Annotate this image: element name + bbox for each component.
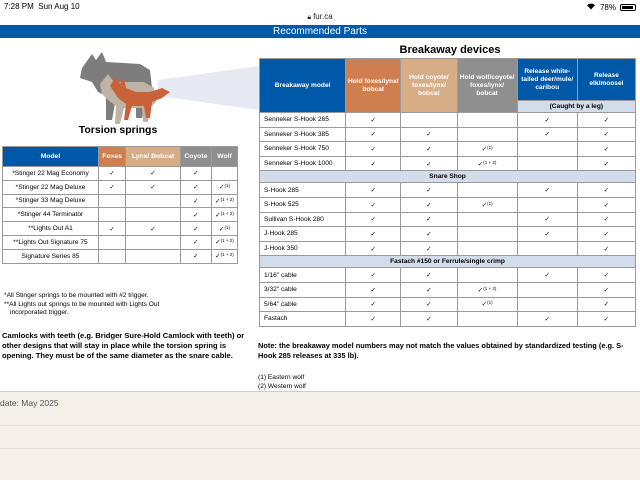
- light-beam: [158, 66, 260, 110]
- section-title: Snare Shop: [260, 171, 636, 183]
- torsion-row: [3, 167, 238, 181]
- check-icon: ✓: [180, 235, 211, 249]
- empty-cell: [517, 142, 577, 157]
- check-icon: ✓: [346, 268, 401, 283]
- check-icon: ✓: [346, 297, 401, 312]
- breakaway-model: 5/64" cable: [260, 297, 346, 312]
- check-icon: ✓: [99, 167, 126, 181]
- empty-cell: [457, 241, 517, 256]
- empty-cell: [211, 167, 237, 181]
- check-icon: ✓: [346, 212, 401, 227]
- wifi-icon: [586, 2, 596, 12]
- check-icon: ✓: [180, 194, 211, 208]
- breakaway-title: Breakaway devices: [399, 44, 501, 56]
- empty-cell: [457, 113, 517, 128]
- torsion-model: *Stinger 33 Mag Deluxe: [3, 194, 99, 208]
- breakaway-model: Senneker S-Hook 385: [260, 127, 346, 142]
- check-icon: ✓: [346, 282, 401, 297]
- check-icon: ✓$^{(1 + 2)}$: [211, 235, 237, 249]
- check-icon: ✓: [577, 227, 635, 242]
- check-icon: ✓: [577, 113, 635, 128]
- check-icon: ✓: [517, 183, 577, 198]
- breakaway-row: [260, 241, 636, 256]
- check-icon: ✓: [401, 183, 457, 198]
- breakaway-row: [260, 127, 636, 142]
- check-icon: ✓$^{(1 + 2)}$: [457, 156, 517, 171]
- check-icon: ✓: [180, 167, 211, 181]
- check-icon: ✓: [180, 249, 211, 263]
- breakaway-table: [259, 58, 636, 327]
- check-icon: ✓: [346, 241, 401, 256]
- col-coyote: Coyote: [180, 147, 211, 167]
- torsion-title: Torsion springs: [78, 124, 158, 136]
- breakaway-row: [260, 268, 636, 283]
- torsion-notes: [4, 292, 244, 318]
- check-icon: ✓$^{(1)}$: [211, 222, 237, 236]
- url-text: fur.ca: [313, 12, 333, 21]
- breakaway-row: [260, 312, 636, 327]
- check-icon: ✓: [517, 227, 577, 242]
- col-release-elk: Release elk/moosel: [577, 59, 635, 101]
- check-icon: ✓: [577, 183, 635, 198]
- breakaway-model: Sullivan S-Hook 280: [260, 212, 346, 227]
- check-icon: ✓: [346, 183, 401, 198]
- check-icon: ✓: [99, 222, 126, 236]
- check-icon: ✓: [577, 156, 635, 171]
- footnote: (1) Eastern wolf: [258, 374, 305, 381]
- breakaway-row: [260, 197, 636, 212]
- page-footer: [0, 391, 640, 480]
- torsion-model: **Lights Out A1: [3, 222, 99, 236]
- breakaway-model: S-Hook 285: [260, 183, 346, 198]
- torsion-note: *All Stinger springs to be mounted with #2 trigger.: [4, 292, 149, 299]
- check-icon: ✓: [577, 197, 635, 212]
- col-hold-wolf: Hold wolf/coyote/ foxes/lynx/ bobcat: [457, 59, 517, 113]
- breakaway-row: [260, 183, 636, 198]
- torsion-row: [3, 194, 238, 208]
- col-hold-coyote: Hold coyote/ foxes/lynx/ bobcat: [401, 59, 457, 113]
- battery-percent: 78%: [599, 2, 616, 12]
- section-header: [260, 256, 636, 268]
- torsion-model: Signature Series 85: [3, 249, 99, 263]
- check-icon: ✓$^{(1 + 2)}$: [211, 194, 237, 208]
- empty-cell: [401, 113, 457, 128]
- check-icon: ✓: [577, 312, 635, 327]
- empty-cell: [517, 282, 577, 297]
- check-icon: ✓: [180, 222, 211, 236]
- empty-cell: [457, 183, 517, 198]
- empty-cell: [517, 156, 577, 171]
- torsion-model: *Stinger 44 Terminator: [3, 208, 99, 222]
- check-icon: ✓: [577, 212, 635, 227]
- check-icon: ✓: [126, 222, 181, 236]
- check-icon: ✓$^{(1)}$: [457, 297, 517, 312]
- breakaway-row: [260, 282, 636, 297]
- check-icon: ✓: [401, 156, 457, 171]
- check-icon: ✓: [401, 312, 457, 327]
- empty-cell: [517, 197, 577, 212]
- torsion-row: [3, 235, 238, 249]
- empty-cell: [99, 235, 126, 249]
- breakaway-model: J-Hook 285: [260, 227, 346, 242]
- breakaway-model: Senneker S-Hook 265: [260, 113, 346, 128]
- check-icon: ✓: [180, 180, 211, 194]
- torsion-model: *Stinger 22 Mag Deluxe: [3, 180, 99, 194]
- empty-cell: [457, 268, 517, 283]
- torsion-note: **All Lights out springs to be mounted with Lights Out: [4, 300, 160, 308]
- wolf-footnotes: [258, 374, 306, 391]
- check-icon: ✓: [577, 282, 635, 297]
- torsion-row: [3, 249, 238, 263]
- col-lynx: Lynx/ Bobcat: [126, 147, 181, 167]
- status-time-date: 7:28 PM Sun Aug 10: [4, 2, 80, 11]
- check-icon: ✓$^{(1)}$: [457, 197, 517, 212]
- check-icon: ✓: [401, 297, 457, 312]
- torsion-table: [2, 146, 238, 264]
- check-icon: ✓: [346, 156, 401, 171]
- breakaway-model: 1/16" cable: [260, 268, 346, 283]
- check-icon: ✓: [577, 241, 635, 256]
- breakaway-row: [260, 156, 636, 171]
- check-icon: ✓: [401, 227, 457, 242]
- empty-cell: [99, 208, 126, 222]
- caught-by-leg: (Caught by a leg): [517, 101, 635, 113]
- empty-cell: [457, 212, 517, 227]
- empty-cell: [457, 227, 517, 242]
- empty-cell: [457, 127, 517, 142]
- col-release-deer: Release white-tailed deer/mule/ caribou: [517, 59, 577, 101]
- breakaway-model: Senneker S-Hook 750: [260, 142, 346, 157]
- url-bar[interactable]: [0, 12, 640, 25]
- check-icon: ✓: [401, 241, 457, 256]
- breakaway-row: [260, 113, 636, 128]
- section-header: [260, 171, 636, 183]
- check-icon: ✓: [346, 142, 401, 157]
- page-header: Recommended Parts: [0, 25, 640, 38]
- empty-cell: [457, 312, 517, 327]
- breakaway-note: Note: the breakaway model numbers may not match the values obtained by standardized testing (e.g. S-Hook 285 releases at 335 lb).: [258, 341, 624, 360]
- empty-cell: [99, 194, 126, 208]
- check-icon: ✓: [517, 113, 577, 128]
- torsion-model: **Lights Out Signature 75: [3, 235, 99, 249]
- col-hold-foxes: Hold foxes/lynx/ bobcat: [346, 59, 401, 113]
- torsion-note: incorporated trigger.: [10, 309, 69, 316]
- check-icon: ✓: [401, 197, 457, 212]
- check-icon: ✓: [517, 127, 577, 142]
- check-icon: ✓: [401, 127, 457, 142]
- empty-cell: [126, 194, 181, 208]
- empty-cell: [517, 241, 577, 256]
- check-icon: ✓$^{(1 + 2)}$: [457, 282, 517, 297]
- check-icon: ✓$^{(1)}$: [457, 142, 517, 157]
- col-foxes: Foxes: [99, 147, 126, 167]
- divider: [0, 448, 640, 449]
- breakaway-row: [260, 142, 636, 157]
- check-icon: ✓: [401, 142, 457, 157]
- check-icon: ✓: [346, 197, 401, 212]
- empty-cell: [517, 297, 577, 312]
- check-icon: ✓: [517, 212, 577, 227]
- empty-cell: [126, 249, 181, 263]
- col-wolf: Wolf: [211, 147, 237, 167]
- camlock-note: Camlocks with teeth (e.g. Bridger Sure-Hold Camlock with teeth) or other designs that will stay in place while the torsion spring is opening. They must be of the same diameter as the snare cable.: [2, 331, 245, 360]
- check-icon: ✓: [346, 227, 401, 242]
- check-icon: ✓: [401, 212, 457, 227]
- check-icon: ✓: [346, 312, 401, 327]
- empty-cell: [126, 235, 181, 249]
- torsion-row: [3, 222, 238, 236]
- check-icon: ✓: [126, 180, 181, 194]
- check-icon: ✓$^{(1 + 2)}$: [211, 249, 237, 263]
- breakaway-model: J-Hook 350: [260, 241, 346, 256]
- section-title: Fastach #150 or Ferrule/single crimp: [260, 256, 636, 268]
- check-icon: ✓: [126, 167, 181, 181]
- breakaway-model: Senneker S-Hook 1000: [260, 156, 346, 171]
- status-right: [586, 2, 636, 12]
- check-icon: ✓: [577, 297, 635, 312]
- torsion-row: [3, 180, 238, 194]
- check-icon: ✓: [346, 113, 401, 128]
- animals-illustration: [70, 48, 260, 128]
- check-icon: ✓: [346, 127, 401, 142]
- check-icon: ✓: [577, 268, 635, 283]
- breakaway-row: [260, 212, 636, 227]
- col-model: Model: [3, 147, 99, 167]
- check-icon: ✓: [577, 127, 635, 142]
- check-icon: ✓: [517, 268, 577, 283]
- divider: [0, 425, 640, 426]
- breakaway-row: [260, 297, 636, 312]
- battery-icon: [620, 4, 636, 11]
- col-breakaway-model: Breakaway model: [260, 59, 346, 113]
- breakaway-model: Fastach: [260, 312, 346, 327]
- footnote: (2) Western wolf: [258, 382, 306, 390]
- check-icon: ✓: [401, 268, 457, 283]
- torsion-row: [3, 208, 238, 222]
- check-icon: ✓: [517, 312, 577, 327]
- check-icon: ✓: [99, 180, 126, 194]
- update-date: date: May 2025: [0, 398, 59, 408]
- empty-cell: [99, 249, 126, 263]
- empty-cell: [126, 208, 181, 222]
- breakaway-model: S-Hook 525: [260, 197, 346, 212]
- check-icon: ✓$^{(1)}$: [211, 180, 237, 194]
- breakaway-model: 3/32" cable: [260, 282, 346, 297]
- torsion-model: *Stinger 22 Mag Economy: [3, 167, 99, 181]
- breakaway-row: [260, 227, 636, 242]
- check-icon: ✓$^{(1 + 2)}$: [211, 208, 237, 222]
- check-icon: ✓: [180, 208, 211, 222]
- check-icon: ✓: [577, 142, 635, 157]
- check-icon: ✓: [401, 282, 457, 297]
- lock-icon: 🔒︎: [307, 14, 312, 21]
